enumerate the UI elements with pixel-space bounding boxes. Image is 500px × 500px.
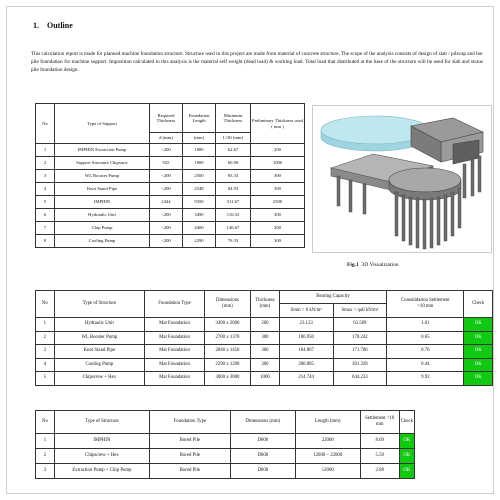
cell-type: Chipscrew + Hex bbox=[54, 372, 145, 386]
cell-min: 60.00 bbox=[216, 157, 251, 170]
cell-min: 146.67 bbox=[216, 222, 251, 235]
unit-length: (mm) bbox=[183, 133, 216, 144]
unit-minimum: L/30 (mm) bbox=[216, 133, 251, 144]
cell-smin: 214.744 bbox=[279, 372, 333, 386]
cell-req: 925 bbox=[150, 157, 183, 170]
cell-ft: Bored Pile bbox=[149, 434, 230, 449]
thickness-label: Thickness bbox=[255, 298, 275, 304]
cell-no: 3 bbox=[36, 170, 55, 183]
cell-req: <200 bbox=[150, 235, 183, 248]
table-row bbox=[36, 358, 493, 372]
cell-smin: 200.885 bbox=[279, 358, 333, 372]
cell-set: 0.76 bbox=[387, 345, 464, 359]
section-heading bbox=[33, 21, 73, 30]
cell-no: 8 bbox=[36, 235, 55, 248]
cell-type: Chip Pump bbox=[55, 222, 150, 235]
col-header-type: Type of Structure bbox=[54, 291, 145, 318]
cell-min: 84.93 bbox=[216, 183, 251, 196]
cell-req: <200 bbox=[150, 183, 183, 196]
cell-no: 6 bbox=[36, 209, 55, 222]
cell-len: 3490 bbox=[183, 209, 216, 222]
cell-th: 1000 bbox=[251, 372, 280, 386]
mat-foundation-table bbox=[35, 290, 493, 386]
col-header-length: Length (mm) bbox=[295, 411, 360, 434]
table-row bbox=[36, 235, 305, 248]
table-row bbox=[36, 222, 305, 235]
cell-no: 2 bbox=[36, 157, 55, 170]
cell-len: 2548 bbox=[183, 183, 216, 196]
cell-th: 300 bbox=[251, 331, 280, 345]
col-header-smin: Smin > 0 kN/m² bbox=[279, 304, 333, 318]
cell-set: 1.01 bbox=[387, 318, 464, 332]
cell-dim: 3000 x 3000 bbox=[204, 372, 250, 386]
table-row bbox=[36, 449, 415, 464]
cell-type: IMPHIN bbox=[55, 196, 150, 209]
cell-smin: 23.123 bbox=[279, 318, 333, 332]
col-header-foundation-length: Foundation Length bbox=[183, 104, 216, 133]
cell-dim: 3490 x 2600 bbox=[204, 318, 250, 332]
3d-visualization-figure bbox=[312, 105, 492, 253]
steel-frame bbox=[411, 118, 483, 164]
cell-ft: Mat Foundation bbox=[145, 358, 205, 372]
cell-ft: Bored Pile bbox=[149, 464, 230, 479]
cell-set: 0.44 bbox=[387, 358, 464, 372]
table-row bbox=[36, 434, 415, 449]
cell-pre: 200 bbox=[251, 222, 305, 235]
cell-type: Cooling Pump bbox=[54, 358, 145, 372]
col-header-bearing-capacity: Bearing Capacity bbox=[279, 291, 386, 304]
status-badge: OK bbox=[464, 358, 493, 372]
table-row bbox=[36, 144, 305, 157]
table-row bbox=[36, 196, 305, 209]
cell-min: 62.67 bbox=[216, 144, 251, 157]
cell-no: 1 bbox=[36, 434, 55, 449]
cell-type: WL Booster Pump bbox=[55, 170, 150, 183]
cell-len: 4400 bbox=[183, 222, 216, 235]
cell-set: 9.93 bbox=[387, 372, 464, 386]
cell-pre: 300 bbox=[251, 170, 305, 183]
status-badge: OK bbox=[464, 318, 493, 332]
col-header-minimum-thickness: Minimum Thickness bbox=[216, 104, 251, 133]
figure-caption-text: 3D Visualization bbox=[361, 262, 399, 268]
support-thickness-table bbox=[35, 103, 305, 248]
table-row bbox=[36, 345, 493, 359]
table-row bbox=[36, 157, 305, 170]
table-row bbox=[36, 183, 305, 196]
cell-no: 1 bbox=[36, 318, 55, 332]
col-header-settlement bbox=[387, 291, 464, 318]
cell-smax: 301.328 bbox=[333, 358, 387, 372]
cell-no: 5 bbox=[36, 372, 55, 386]
col-header-no: No bbox=[36, 104, 55, 144]
cell-type: Knot Stand Pipe bbox=[55, 183, 150, 196]
cell-smax: 170.242 bbox=[333, 331, 387, 345]
status-badge: OK bbox=[399, 449, 414, 464]
cell-type: Hydraulic Unit bbox=[55, 209, 150, 222]
cell-len: 2290 bbox=[183, 235, 216, 248]
cell-req: <200 bbox=[150, 209, 183, 222]
cell-dim: 2848 x 1450 bbox=[204, 345, 250, 359]
cell-dim: 2700 x 1370 bbox=[204, 331, 250, 345]
col-header-dimensions: Dimensions (mm) bbox=[230, 411, 295, 434]
section-title: Outline bbox=[47, 21, 73, 30]
status-badge: OK bbox=[464, 372, 493, 386]
table-row bbox=[36, 464, 415, 479]
col-header-foundation-type: Foundation Type bbox=[149, 411, 230, 434]
cell-len: 2500 bbox=[183, 170, 216, 183]
cell-len: 1800 bbox=[183, 157, 216, 170]
col-header-required-thickness: Required Thickness bbox=[150, 104, 183, 133]
col-header-dimensions bbox=[204, 291, 250, 318]
table-row bbox=[36, 209, 305, 222]
cell-no: 4 bbox=[36, 183, 55, 196]
col-header-smax: Smax < qall kN/m² bbox=[333, 304, 387, 318]
bored-pile-table bbox=[35, 410, 415, 479]
col-header-foundation-type: Foundation Type bbox=[145, 291, 205, 318]
cell-dim: 2290 x 1200 bbox=[204, 358, 250, 372]
cell-ft: Mat Foundation bbox=[145, 372, 205, 386]
cell-th: 300 bbox=[251, 345, 280, 359]
table-row bbox=[36, 318, 493, 332]
status-badge: OK bbox=[399, 464, 414, 479]
cell-no: 3 bbox=[36, 464, 55, 479]
cell-type: IMPHIN bbox=[54, 434, 149, 449]
cell-no: 1 bbox=[36, 144, 55, 157]
pile-cap bbox=[389, 168, 461, 200]
cell-no: 7 bbox=[36, 222, 55, 235]
status-badge: OK bbox=[464, 345, 493, 359]
cell-smax: 63.589 bbox=[333, 318, 387, 332]
preliminary-unit: ( mm ) bbox=[271, 123, 284, 129]
col-header-preliminary-thickness bbox=[251, 104, 305, 144]
cell-min: 83.33 bbox=[216, 170, 251, 183]
cell-no: 5 bbox=[36, 196, 55, 209]
cell-pre: 300 bbox=[251, 235, 305, 248]
table-row bbox=[36, 170, 305, 183]
cell-dim: D600 bbox=[230, 449, 295, 464]
cell-req: <200 bbox=[150, 144, 183, 157]
cell-type: Support Structure Chipsurw bbox=[55, 157, 150, 170]
cell-type: IMPHIN Extraction Pump bbox=[55, 144, 150, 157]
cell-min: 76.33 bbox=[216, 235, 251, 248]
cell-set: 8.69 bbox=[360, 434, 399, 449]
cell-type: Extraction Pump + Chip Pump bbox=[54, 464, 149, 479]
status-badge: OK bbox=[464, 331, 493, 345]
cell-ft: Bored Pile bbox=[149, 449, 230, 464]
figure-caption bbox=[347, 262, 399, 268]
cell-type: Chipscrew + Hex bbox=[54, 449, 149, 464]
table-row bbox=[36, 331, 493, 345]
3d-model-illustration bbox=[313, 106, 491, 252]
col-header-no: No bbox=[36, 291, 55, 318]
cell-len: 12000 bbox=[295, 464, 360, 479]
cell-set: 2.88 bbox=[360, 464, 399, 479]
cell-dim: D600 bbox=[230, 464, 295, 479]
report-page bbox=[6, 6, 494, 494]
table-row bbox=[36, 372, 493, 386]
cell-type: Knot Stand Pipe bbox=[54, 345, 145, 359]
cell-req: <200 bbox=[150, 170, 183, 183]
cell-len: 22000 bbox=[295, 434, 360, 449]
dimensions-unit: (mm) bbox=[222, 304, 233, 309]
col-header-thickness bbox=[251, 291, 280, 318]
cell-pre: 300 bbox=[251, 183, 305, 196]
cell-smin: 106.950 bbox=[279, 331, 333, 345]
cell-len: 1880 bbox=[183, 144, 216, 157]
cell-smax: 171.706 bbox=[333, 345, 387, 359]
intro-paragraph: This calculation report is made for planned machine foundation structure. Structure used in this project are made from material of concrete structure. The scope of the analysis consists of design of slab / pilecap and bor pile foundation for machine support. Imposition calculated in this analysis is the material self weight (dead load) & working load. Total load that distributed at the base of the structure will be used for slab and straus pile foundation design. bbox=[31, 51, 483, 73]
col-header-type: Type of Support bbox=[55, 104, 150, 144]
cell-smin: 104.867 bbox=[279, 345, 333, 359]
cell-min: 116.33 bbox=[216, 209, 251, 222]
cell-pre: 2500 bbox=[251, 196, 305, 209]
cell-len: 9350 bbox=[183, 196, 216, 209]
cell-pre: 1000 bbox=[251, 157, 305, 170]
cell-type: Hydraulic Unit bbox=[54, 318, 145, 332]
status-badge: OK bbox=[399, 434, 414, 449]
cell-pre: 200 bbox=[251, 144, 305, 157]
cell-ft: Mat Foundation bbox=[145, 318, 205, 332]
cell-set: 5.59 bbox=[360, 449, 399, 464]
dimensions-label: Dimensions bbox=[215, 298, 239, 304]
cell-len: 12000 ~ 22000 bbox=[295, 449, 360, 464]
cell-set: 0.65 bbox=[387, 331, 464, 345]
preliminary-label: Preliminary Thickness used bbox=[252, 118, 303, 124]
cell-no: 2 bbox=[36, 449, 55, 464]
unit-required: d (mm) bbox=[150, 133, 183, 144]
cell-smax: 644.233 bbox=[333, 372, 387, 386]
figure-label: Fig.1 bbox=[347, 262, 359, 268]
cell-th: 300 bbox=[251, 358, 280, 372]
thickness-unit: (mm) bbox=[259, 304, 271, 309]
cell-th: 200 bbox=[251, 318, 280, 332]
section-number: 1. bbox=[33, 21, 39, 30]
settlement-unit: <10 mm bbox=[417, 304, 434, 309]
col-header-type: Type of Structure bbox=[54, 411, 149, 434]
cell-ft: Mat Foundation bbox=[145, 331, 205, 345]
col-header-check: Check bbox=[464, 291, 493, 318]
cell-type: Cooling Pump bbox=[55, 235, 150, 248]
cell-ft: Mat Foundation bbox=[145, 345, 205, 359]
cell-req: <200 bbox=[150, 222, 183, 235]
cell-no: 2 bbox=[36, 331, 55, 345]
cell-no: 4 bbox=[36, 358, 55, 372]
cell-no: 3 bbox=[36, 345, 55, 359]
cell-min: 311.67 bbox=[216, 196, 251, 209]
settlement-label: Consolidation Settlement bbox=[400, 298, 450, 304]
col-header-no: No bbox=[36, 411, 55, 434]
cell-dim: D600 bbox=[230, 434, 295, 449]
col-header-settlement: Settlement <10 mm bbox=[360, 411, 399, 434]
col-header-check: Check bbox=[399, 411, 414, 434]
cell-type: WL Booster Pump bbox=[54, 331, 145, 345]
cell-pre: 300 bbox=[251, 209, 305, 222]
cell-req: 2444 bbox=[150, 196, 183, 209]
